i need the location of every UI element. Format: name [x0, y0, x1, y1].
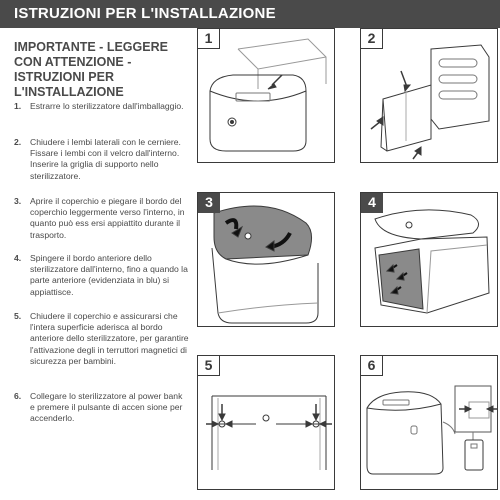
- panel-number: 5: [198, 356, 220, 376]
- panel-step-6: [360, 355, 498, 490]
- step-text: Spingere il bordo anteriore dello sterilizzatore dall'interno, fino a quando la parte anteriore (evidenziata in blu) si appiattisce.: [30, 253, 188, 297]
- step-number: 4.: [14, 253, 22, 263]
- panel-step-4: [360, 192, 498, 327]
- step-text: Aprire il coperchio e piegare il bordo del coperchio leggermente verso l'interno, in quanto può ess ersi appiattito durante il trasporto.: [30, 196, 185, 240]
- step-4: [14, 253, 189, 298]
- sterilizer-assembly-illustration: [361, 29, 498, 163]
- step-2: [14, 137, 189, 182]
- header-bar: [0, 0, 500, 28]
- step-text: Estrarre lo sterilizzatore dall'imballaggio.: [30, 101, 184, 111]
- page-title: ISTRUZIONI PER L'INSTALLAZIONE: [14, 5, 276, 22]
- step-number: 6.: [14, 391, 22, 401]
- step-5: [14, 311, 189, 367]
- panel-number: 2: [361, 29, 383, 49]
- panel-step-5: [197, 355, 335, 490]
- step-number: 5.: [14, 311, 22, 321]
- power-bank-connection-illustration: [361, 356, 498, 490]
- step-number: 1.: [14, 101, 22, 111]
- step-6: [14, 391, 189, 425]
- panel-number: 6: [361, 356, 383, 376]
- panel-step-3: [197, 192, 335, 327]
- front-edge-flatten-illustration: [361, 193, 498, 327]
- step-number: 3.: [14, 196, 22, 206]
- panel-step-1: [197, 28, 335, 163]
- lid-closing-magnets-illustration: [198, 356, 335, 490]
- panel-step-2: [360, 28, 498, 163]
- panel-number: 4: [361, 193, 383, 213]
- step-text: Chiudere il coperchio e assicurarsi che l'intera superficie aderisca al bordo anteriore dello sterilizzatore, per garantire l'attivazione degli in terruttori magnetici di sicurezza per bambini.: [30, 311, 189, 366]
- panel-number: 3: [198, 193, 220, 213]
- step-1: [14, 101, 189, 112]
- section-subtitle: IMPORTANTE - LEGGERE CON ATTENZIONE - ISTRUZIONI PER L'INSTALLAZIONE: [14, 40, 168, 99]
- panel-number: 1: [198, 29, 220, 49]
- step-text: Collegare lo sterilizzatore al power bank e premere il pulsante di accen sione per accenderlo.: [30, 391, 183, 424]
- step-number: 2.: [14, 137, 22, 147]
- lid-folding-illustration: [198, 193, 335, 327]
- step-3: [14, 196, 189, 241]
- step-text: Chiudere i lembi laterali con le cerniere. Fissare i lembi con il velcro dall'interno. Inserire la griglia di supporto nello sterilizzatore.: [30, 137, 181, 181]
- sterilizer-unboxing-illustration: [198, 29, 335, 163]
